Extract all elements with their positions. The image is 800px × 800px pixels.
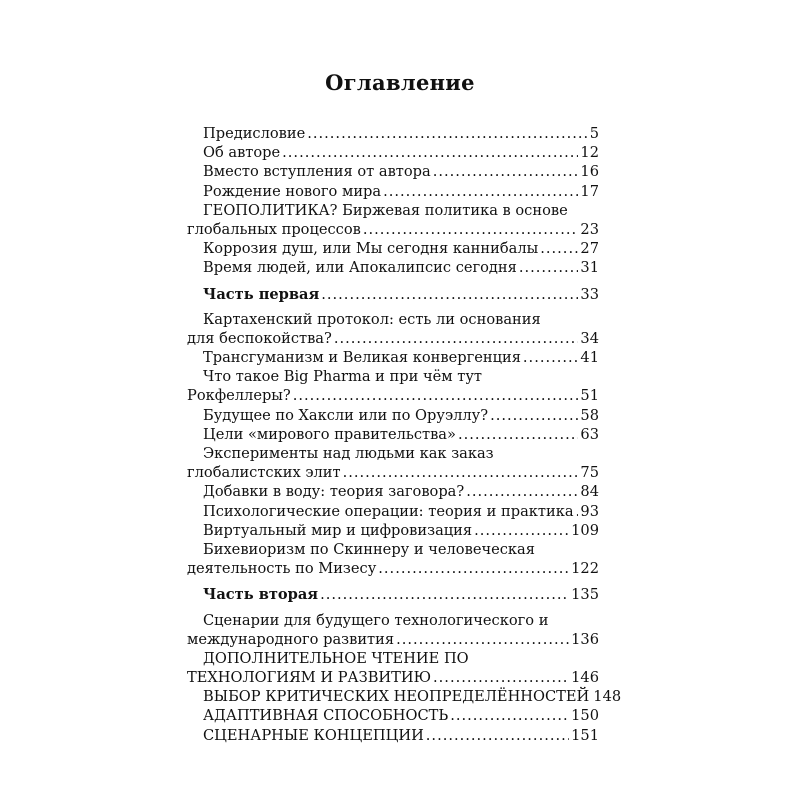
toc-entry	[187, 540, 599, 578]
dot-leader	[378, 559, 569, 578]
toc-entry-title: Предисловие	[203, 125, 306, 142]
toc-page-number: 93	[580, 502, 599, 520]
toc-entry-title: Об авторе	[203, 144, 281, 162]
toc-page-number: 122	[571, 560, 599, 578]
toc-entry-title: АДАПТИВНАЯ СПОСОБНОСТЬ	[203, 707, 449, 725]
toc-page-number: 27	[580, 240, 599, 258]
dot-leader	[474, 521, 569, 540]
dot-leader	[450, 706, 569, 725]
toc-entry	[187, 310, 599, 348]
toc-page-number: 146	[571, 669, 599, 687]
toc-entry-title: Цели «мирового правительства»	[203, 425, 456, 443]
toc-entry-title: ТЕХНОЛОГИЯМ И РАЗВИТИЮ	[187, 669, 432, 687]
dot-leader	[383, 182, 578, 201]
toc-entry-line	[187, 668, 599, 687]
toc-part-heading	[187, 285, 599, 304]
dot-leader	[307, 124, 587, 143]
toc-page-number: 63	[580, 425, 599, 443]
dot-leader	[523, 348, 579, 367]
toc-entry-line	[187, 386, 599, 405]
toc-page-number: 148	[593, 688, 622, 706]
toc-page-number: 58	[580, 406, 599, 424]
toc-page-number: 75	[580, 464, 599, 482]
toc-entry	[187, 182, 599, 201]
dot-leader	[466, 482, 578, 501]
toc-entry	[187, 706, 599, 725]
toc-entry-line	[187, 559, 599, 578]
toc-page-number: 84	[580, 483, 599, 501]
toc-page-number: 16	[580, 163, 599, 181]
toc-entry-line	[187, 220, 599, 239]
toc-entry-line	[187, 706, 599, 725]
toc-entry-line	[187, 162, 599, 181]
toc-entry-title: глобалистских элит	[187, 464, 341, 482]
dot-leader	[433, 162, 579, 181]
toc-entry-line	[187, 124, 599, 143]
toc-entry-title: Вместо вступления от автора	[203, 163, 431, 181]
toc-entry	[187, 444, 599, 482]
toc-entry-title-line: Эксперименты над людьми как заказ	[203, 445, 494, 462]
toc-page-number: 151	[571, 726, 599, 744]
toc-entry-title-line: Бихевиоризм по Скиннеру и человеческая	[203, 540, 535, 558]
toc-page-number: 51	[580, 387, 599, 405]
dot-leader	[320, 585, 569, 604]
toc-entry-line	[187, 726, 599, 745]
dot-leader	[282, 143, 578, 162]
toc-entry-line	[187, 630, 599, 649]
toc-entry	[187, 348, 599, 367]
toc-entry-title: Часть первая	[203, 285, 320, 303]
toc-entry-line	[187, 348, 599, 367]
toc-page-number: 41	[580, 349, 599, 367]
toc-entry	[187, 611, 599, 649]
dot-leader	[334, 329, 579, 348]
dot-leader	[458, 425, 578, 444]
toc-entry	[187, 406, 599, 425]
toc-page-number: 12	[580, 144, 599, 162]
toc-entry	[187, 201, 599, 239]
toc-page-number: 5	[589, 125, 599, 142]
toc-page-number: 109	[571, 521, 599, 539]
toc-entry	[187, 239, 599, 258]
toc-entry-line	[187, 239, 599, 258]
dot-leader	[321, 285, 578, 304]
toc-entry-title: Будущее по Хаксли или по Оруэллу?	[203, 406, 489, 424]
toc-entry	[187, 162, 599, 181]
dot-leader	[433, 668, 569, 687]
toc-entry-title: Виртуальный мир и цифровизация	[203, 521, 473, 539]
toc-entry-title: Рождение нового мира	[203, 182, 382, 200]
toc-entry-line	[187, 687, 622, 706]
dot-leader	[519, 258, 579, 277]
page-title: Оглавление	[325, 70, 475, 95]
toc-entry-title-line: ГЕОПОЛИТИКА? Биржевая политика в основе	[203, 201, 568, 219]
toc-entry-title: международного развития	[187, 630, 395, 648]
toc-entry-line	[187, 329, 599, 348]
toc-entry	[187, 687, 622, 706]
toc-entry	[187, 258, 599, 277]
dot-leader	[426, 726, 569, 745]
toc-entry	[187, 425, 599, 444]
dot-leader	[293, 386, 579, 405]
toc-entry	[187, 502, 599, 521]
toc-page-number: 150	[571, 707, 599, 725]
toc-entry-title: Часть вторая	[203, 586, 319, 604]
toc-entry-title: Коррозия душ, или Мы сегодня каннибалы	[203, 240, 539, 258]
toc-entry-title: Психологические операции: теория и практика	[203, 502, 574, 520]
toc-entry	[187, 124, 599, 143]
toc-entry	[187, 726, 599, 745]
toc-entry-title-line: ДОПОЛНИТЕЛЬНОЕ ЧТЕНИЕ ПО	[203, 649, 469, 667]
toc-page-number: 17	[580, 182, 599, 200]
toc-entry-title: Добавки в воду: теория заговора?	[203, 483, 465, 501]
toc-entry	[187, 649, 599, 687]
toc-entry-line	[187, 143, 599, 162]
toc-entry	[187, 482, 599, 501]
table-of-contents	[187, 124, 622, 745]
toc-entry-title-line: Картахенский протокол: есть ли основания	[203, 310, 541, 328]
dot-leader	[576, 502, 579, 521]
toc-entry-line	[187, 502, 599, 521]
toc-entry-title: Рокфеллеры?	[187, 387, 291, 405]
toc-page-number: 135	[571, 586, 599, 604]
toc-entry-title: Трансгуманизм и Великая конвергенция	[203, 349, 521, 367]
toc-page-number: 34	[580, 329, 599, 347]
dot-leader	[540, 239, 578, 258]
toc-entry-title-line: Что такое Big Pharma и при чём тут	[203, 368, 482, 386]
toc-entry-line	[187, 585, 599, 604]
toc-entry-title: глобальных процессов	[187, 220, 361, 238]
toc-page-number: 136	[571, 630, 599, 648]
dot-leader	[490, 406, 578, 425]
toc-entry-title-line: Сценарии для будущего технологического и	[203, 611, 549, 629]
toc-entry-line	[187, 521, 599, 540]
toc-entry-line	[187, 463, 599, 482]
dot-leader	[343, 463, 579, 482]
toc-entry-title: Время людей, или Апокалипсис сегодня	[203, 259, 517, 277]
toc-entry-title: деятельность по Мизесу	[187, 560, 377, 578]
toc-entry-title: СЦЕНАРНЫЕ КОНЦЕПЦИИ	[203, 726, 424, 744]
toc-entry-title: ВЫБОР КРИТИЧЕСКИХ НЕОПРЕДЕЛЁННОСТЕЙ	[203, 688, 590, 706]
toc-page-number: 33	[580, 285, 599, 303]
toc-entry	[187, 521, 599, 540]
toc-entry-line	[187, 182, 599, 201]
toc-page-number: 31	[580, 259, 599, 277]
dot-leader	[363, 220, 579, 239]
toc-entry	[187, 367, 599, 405]
dot-leader	[396, 630, 569, 649]
toc-entry-line	[187, 425, 599, 444]
toc-part-heading	[187, 585, 599, 604]
toc-page-number: 23	[580, 220, 599, 238]
toc-entry-title: для беспокойства?	[187, 329, 332, 347]
toc-entry-line	[187, 258, 599, 277]
toc-entry	[187, 143, 599, 162]
toc-entry-line	[187, 285, 599, 304]
toc-entry-line	[187, 482, 599, 501]
toc-entry-line	[187, 406, 599, 425]
